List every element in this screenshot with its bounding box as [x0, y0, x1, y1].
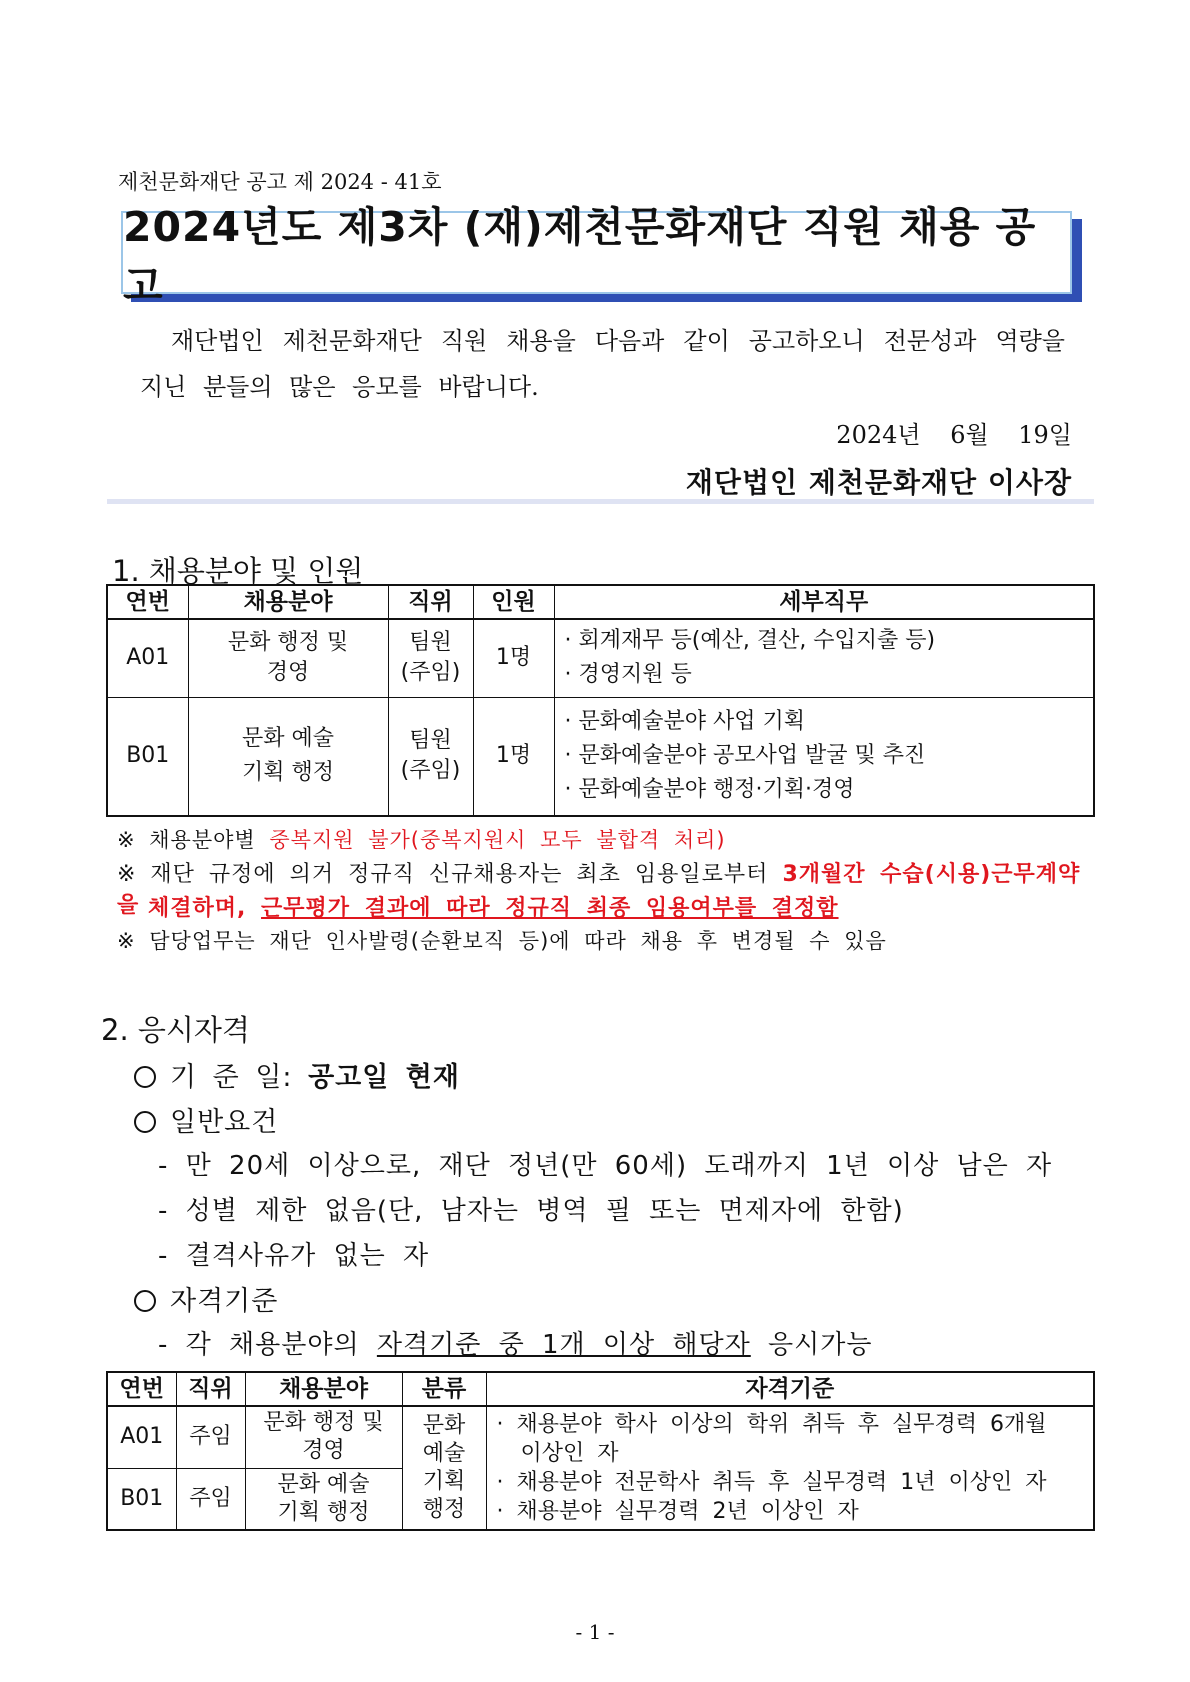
col-header-criteria: 자격기준: [486, 1372, 1094, 1406]
section1-heading: 1. 채용분야 및 인원: [112, 554, 364, 588]
position-line1: 팀원: [409, 728, 452, 754]
row-duties: [554, 697, 1094, 816]
field-line2: 기획 행정: [241, 760, 334, 786]
note-text: ※ 채용분야별: [117, 828, 270, 852]
note-red-text: 체결하며,: [148, 896, 262, 921]
criteria-item-cont: 이상인 자: [520, 1441, 619, 1466]
field-line1: 문화 예술: [241, 726, 334, 752]
row-position: 주임: [176, 1406, 245, 1468]
issuer: 재단법인 제천문화재단 이사장: [685, 466, 1072, 499]
criteria-date: [134, 1055, 460, 1094]
table-row: [107, 619, 1094, 697]
col-header-duties: 세부직무: [554, 585, 1094, 619]
col-header-count: 인원: [473, 585, 554, 619]
criteria-value: 공고일 현재: [308, 1062, 460, 1093]
intro-paragraph: 재단법인 제천문화재단 직원 채용을 다음과 같이 공고하오니 전문성과 역량을 지닌 분들의 많은 응모를 바랍니다.: [140, 327, 1065, 401]
recruitment-table: [106, 584, 1095, 817]
qual-underlined: 자격기준 중 1개 이상 해당자: [376, 1330, 751, 1360]
row-position: [388, 697, 473, 816]
field-line1: 문화 행정 및: [227, 630, 349, 656]
section2-heading: 2. 응시자격: [101, 1013, 250, 1047]
notice-date: 2024년 6월 19일: [836, 421, 1072, 449]
qual-suffix: 응시가능: [750, 1330, 873, 1360]
qual-description: [158, 1324, 873, 1361]
qualification-table: [106, 1371, 1095, 1531]
note-probation-line2: [148, 891, 839, 922]
general-label: 일반요건: [170, 1107, 279, 1138]
duty-item: · 경영지원 등: [564, 662, 692, 688]
note-text: ※ 재단 규정에 의거 정규직 신규채용자는 최초 임용일로부터: [117, 862, 783, 887]
note-red-text: 3개월간 수습(시용)근무계약을: [117, 862, 1081, 918]
col-header-field: 채용분야: [245, 1372, 402, 1406]
duty-item: · 회계재무 등(예산, 결산, 수입지출 등): [564, 628, 936, 654]
category-line: 기획: [422, 1469, 466, 1494]
row-count: 1명: [473, 697, 554, 816]
row-position: [388, 619, 473, 697]
field-line2: 기획 행정: [277, 1499, 370, 1525]
row-criteria: [486, 1406, 1094, 1530]
criteria-label: 기 준 일:: [170, 1062, 309, 1093]
col-header-category: 분류: [402, 1372, 486, 1406]
general-item: - 성별 제한 없음(단, 남자는 병역 필 또는 면제자에 한함): [158, 1196, 904, 1226]
qual-prefix: - 각 채용분야의: [158, 1330, 377, 1360]
note-duplicate: [117, 824, 726, 854]
notice-number: 제천문화재단 공고 제 2024 - 41호: [118, 170, 442, 194]
header-divider: [107, 499, 1094, 504]
col-header-position: 직위: [176, 1372, 245, 1406]
table-row: [107, 697, 1094, 816]
position-line2: (주임): [400, 758, 461, 784]
qual-label: 자격기준: [170, 1286, 279, 1317]
row-field: [245, 1406, 402, 1468]
field-line1: 문화 예술: [277, 1471, 370, 1497]
field-line2: 경영: [302, 1438, 345, 1464]
row-field: [188, 619, 388, 697]
document-title: 2024년도 제3차 (재)제천문화재단 직원 채용 공고: [121, 211, 1072, 294]
row-category: [402, 1406, 486, 1530]
row-field: [245, 1468, 402, 1530]
page-number: - 1 -: [575, 1620, 615, 1644]
row-duties: [554, 619, 1094, 697]
field-line1: 문화 행정 및: [263, 1410, 384, 1436]
circle-bullet-icon: [134, 1111, 156, 1133]
note-reassignment: ※ 담당업무는 재단 인사발령(순환보직 등)에 따라 채용 후 변경될 수 있음: [117, 929, 887, 953]
position-line2: (주임): [400, 660, 461, 686]
circle-bullet-icon: [134, 1290, 156, 1312]
category-line: 행정: [422, 1497, 466, 1522]
note-red-underlined: 근무평가 결과에 따라 정규직 최종 임용여부를 결정함: [261, 896, 839, 921]
general-requirements: [134, 1100, 278, 1139]
row-no: B01: [107, 697, 188, 816]
criteria-item: · 채용분야 전문학사 취득 후 실무경력 1년 이상인 자: [496, 1470, 1047, 1495]
row-no: A01: [107, 619, 188, 697]
position-line1: 팀원: [409, 630, 452, 656]
duty-item: · 문화예술분야 사업 기획: [564, 709, 805, 735]
general-item: - 만 20세 이상으로, 재단 정년(만 60세) 도래까지 1년 이상 남은 자: [158, 1151, 1053, 1181]
row-position: 주임: [176, 1468, 245, 1530]
col-header-no: 연번: [107, 1372, 176, 1406]
col-header-no: 연번: [107, 585, 188, 619]
field-line2: 경영: [266, 660, 310, 686]
table-row: [107, 1406, 1094, 1468]
category-line: 예술: [422, 1441, 466, 1466]
category-line: 문화: [422, 1413, 466, 1438]
col-header-position: 직위: [388, 585, 473, 619]
criteria-item: · 채용분야 학사 이상의 학위 취득 후 실무경력 6개월: [496, 1412, 1047, 1437]
general-item: - 결격사유가 없는 자: [158, 1241, 430, 1271]
row-no: B01: [107, 1468, 176, 1530]
duty-item: · 문화예술분야 공모사업 발굴 및 추진: [564, 743, 926, 769]
criteria-item: · 채용분야 실무경력 2년 이상인 자: [496, 1499, 859, 1524]
row-no: A01: [107, 1406, 176, 1468]
qualification-criteria: [134, 1279, 278, 1318]
note-red-text: 중복지원 불가(중복지원시 모두 불합격 처리): [269, 828, 726, 852]
table-header-row: [107, 585, 1094, 619]
col-header-field: 채용분야: [188, 585, 388, 619]
table-header-row: [107, 1372, 1094, 1406]
row-field: [188, 697, 388, 816]
circle-bullet-icon: [134, 1066, 156, 1088]
duty-item: · 문화예술분야 행정·기획·경영: [564, 777, 855, 803]
row-count: 1명: [473, 619, 554, 697]
